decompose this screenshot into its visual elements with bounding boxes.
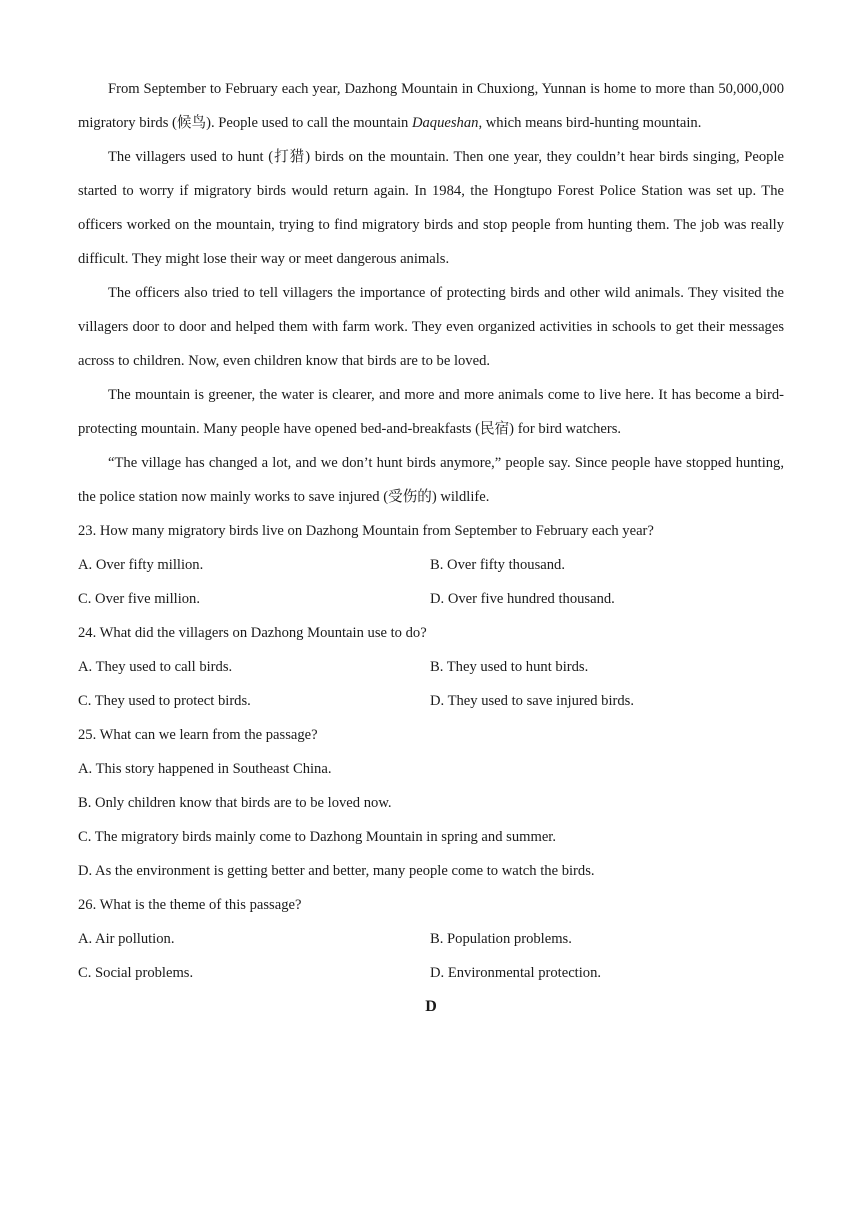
question-26-option-a: A. Air pollution. (78, 931, 175, 947)
passage-paragraph-1 (78, 72, 784, 140)
question-23-options-row-2 (78, 582, 784, 616)
question-26-options-row-1 (78, 922, 784, 956)
passage-paragraph-5: “The village has changed a lot, and we don’t hunt birds anymore,” people say. Since people have stopped hunting, the police station now mainly works to save injured (受伤的) wildlife. (78, 455, 784, 505)
question-26-option-c: C. Social problems. (78, 965, 194, 981)
paragraph-1-italic-term: Daqueshan (411, 115, 479, 131)
question-24-option-b: B. They used to hunt birds. (430, 659, 589, 675)
question-25-option-a: A. This story happened in Southeast China. (78, 761, 332, 777)
question-24-option-c: C. They used to protect birds. (78, 693, 251, 709)
question-25-option-b: B. Only children know that birds are to be loved now. (78, 795, 392, 811)
question-23-option-b: B. Over fifty thousand. (430, 557, 565, 573)
question-24-option-d: D. They used to save injured birds. (430, 693, 635, 709)
question-25-stem: 25. What can we learn from the passage? (78, 727, 318, 743)
question-23-option-a: A. Over fifty million. (78, 557, 204, 573)
question-23-stem: 23. How many migratory birds live on Dazhong Mountain from September to February each year? (78, 523, 654, 539)
passage-paragraph-2: The villagers used to hunt (打猎) birds on the mountain. Then one year, they couldn’t hear birds singing, People started to worry if migratory birds would return again. In 1984, the Hongtupo Forest Police Station was set up. The officers worked on the mountain, trying to find migratory birds and stop people from hunting them. The job was really difficult. They might lose their way or meet dangerous animals. (78, 149, 784, 267)
question-24-options-row-1 (78, 650, 784, 684)
question-25-option-c: C. The migratory birds mainly come to Dazhong Mountain in spring and summer. (78, 829, 557, 845)
question-26-stem: 26. What is the theme of this passage? (78, 897, 302, 913)
passage-paragraph-4: The mountain is greener, the water is clearer, and more and more animals come to live here. It has become a bird-protecting mountain. Many people have opened bed-and-breakfasts (民宿) for bird watchers. (78, 387, 784, 437)
question-23-options-row-1 (78, 548, 784, 582)
passage-paragraph-3: The officers also tried to tell villagers the importance of protecting birds and other wild animals. They visited the villagers door to door and helped them with farm work. They even organized activities in schools to get their messages across to children. Now, even children know that birds are to be loved. (78, 285, 784, 369)
question-26-option-b: B. Population problems. (430, 931, 572, 947)
paragraph-1-text-b: , which means bird-hunting mountain. (478, 115, 702, 131)
section-heading-d: D (425, 998, 437, 1015)
question-24-option-a: A. They used to call birds. (78, 659, 233, 675)
question-26-options-row-2 (78, 956, 784, 990)
document-page (78, 72, 784, 1024)
question-23-option-d: D. Over five hundred thousand. (430, 591, 615, 607)
question-23-option-c: C. Over five million. (78, 591, 201, 607)
question-26-option-d: D. Environmental protection. (430, 965, 602, 981)
question-24-stem: 24. What did the villagers on Dazhong Mountain use to do? (78, 625, 427, 641)
paragraph-1-text-a: From September to February each year, Dazhong Mountain in Chuxiong, Yunnan is home to more than 50,000,000 migratory birds (候鸟). People used to call the mountain (78, 81, 784, 131)
question-24-options-row-2 (78, 684, 784, 718)
question-25-option-d: D. As the environment is getting better and better, many people come to watch the birds. (78, 863, 595, 879)
